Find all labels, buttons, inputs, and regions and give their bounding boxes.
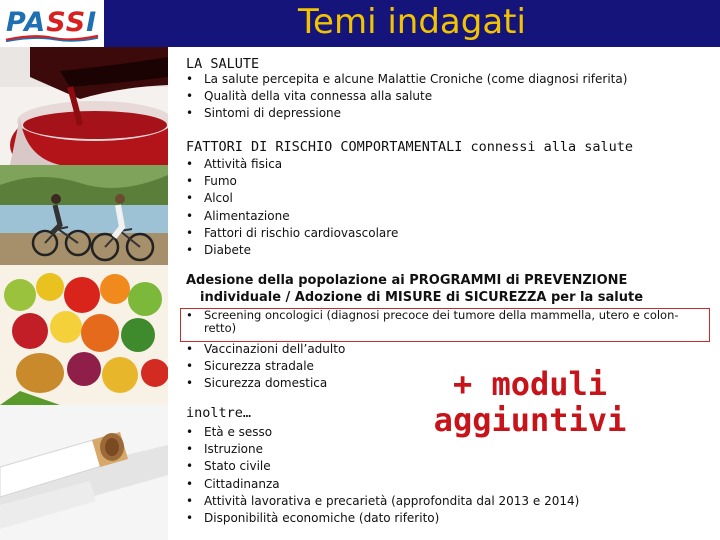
- header: [0, 0, 720, 47]
- list-item: • Stato civile: [186, 458, 579, 475]
- list-item: • Disponibilità economiche (dato riferito): [186, 510, 579, 527]
- screening-list: [186, 308, 679, 336]
- fattori-heading: FATTORI DI RISCHIO COMPORTAMENTALI connessi alla salute: [186, 139, 634, 155]
- adesione-heading-line1: Adesione della popolazione ai PROGRAMMI di PREVENZIONE: [186, 273, 628, 288]
- fattori-list: [186, 156, 398, 259]
- screening-continuation: retto): [204, 321, 237, 335]
- passi-logo: [0, 0, 104, 47]
- list-item: • Diabete: [186, 242, 398, 259]
- list-item: • Alcol: [186, 190, 398, 207]
- list-item: • Sicurezza stradale: [186, 358, 345, 375]
- list-item: • Vaccinazioni dell’adulto: [186, 341, 345, 358]
- list-item: • Età e sesso: [186, 424, 579, 441]
- list-item: • Qualità della vita connessa alla salute: [186, 88, 627, 105]
- list-item: • Attività fisica: [186, 156, 398, 173]
- inoltre-heading: inoltre…: [186, 405, 252, 421]
- logo-text-c: I: [86, 7, 98, 38]
- list-item: • Fattori di rischio cardiovascolare: [186, 225, 398, 242]
- moduli-line2: aggiuntivi: [433, 401, 627, 439]
- list-item: • Istruzione: [186, 441, 579, 458]
- prevenzione-list: [186, 341, 345, 393]
- list-item: • Fumo: [186, 173, 398, 190]
- cigarette-image: [0, 405, 168, 540]
- moduli-line1: + moduli: [452, 365, 608, 403]
- page-title: Temi indagati: [298, 2, 526, 42]
- fruit-image: [0, 265, 168, 405]
- cyclists-image: [0, 165, 168, 265]
- salute-list: [186, 71, 627, 123]
- list-item: • La salute percepita e alcune Malattie Croniche (come diagnosi riferita): [186, 71, 627, 88]
- wine-image: [0, 47, 168, 165]
- list-item: • Alimentazione: [186, 208, 398, 225]
- list-item: • Attività lavorativa e precarietà (approfondita dal 2013 e 2014): [186, 493, 579, 510]
- salute-heading: LA SALUTE: [186, 56, 260, 72]
- inoltre-list: [186, 424, 579, 527]
- title-bar: [104, 0, 720, 47]
- list-item: • Screening oncologici (diagnosi precoce dei tumore della mammella, utero e colon-: [186, 308, 679, 322]
- logo-text-a: PA: [6, 7, 47, 38]
- list-item: • Sintomi di depressione: [186, 105, 627, 122]
- logo-text-b: SS: [46, 7, 87, 38]
- list-item-continuation: [186, 322, 679, 336]
- logo-swoosh-icon: [4, 34, 100, 42]
- adesione-heading-line2: individuale / Adozione di MISURE di SICUREZZA per la salute: [200, 290, 644, 305]
- list-item: • Sicurezza domestica: [186, 375, 345, 392]
- list-item: • Cittadinanza: [186, 476, 579, 493]
